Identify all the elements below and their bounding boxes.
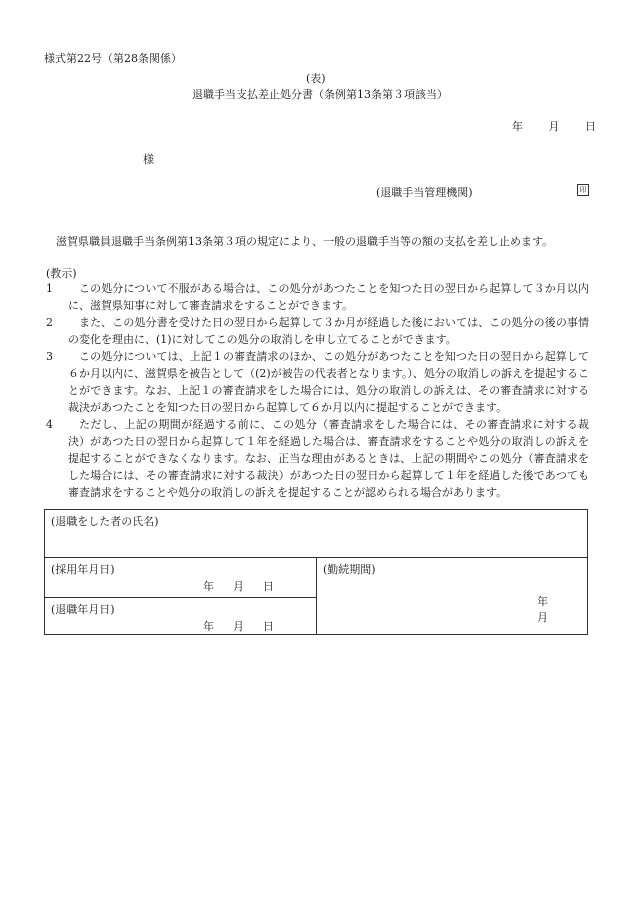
service-years: 年 (537, 595, 548, 608)
note-text: また、この処分書を受けた日の翌日から起算して３か月が経過した後においては、この処分の後の事情の変化を理由に、(1)に対してこの処分の取消しを申し立てることができます。 (68, 316, 589, 346)
form-number: 様式第22号（第28条関係） (44, 52, 182, 65)
issue-date (512, 118, 596, 134)
instruction-notes (44, 280, 589, 501)
note-item (44, 348, 589, 416)
note-text: この処分については、上記１の審査請求のほか、この処分があつたことを知つた日の翌日から起算して６か月以内に、滋賀県を被告として（(2)が被告の代表者となります。）、処分の取消しの訴えを提起することができます。なお、上記１の審査請求をした場合には、処分の取消しの訴えは、その審査請求に対する裁決があつたことを知つた日の翌日から起算して６か月以内に提起することができます。 (68, 350, 589, 414)
document-title: 退職手当支払差止処分書（条例第13条第３項該当） (192, 88, 448, 101)
service-period-cell[interactable] (317, 558, 587, 634)
note-item (44, 280, 589, 314)
retiree-name-cell[interactable] (45, 510, 587, 558)
hire-date-label: (採用年月日) (51, 563, 115, 576)
instruction-heading: (教示) (46, 267, 77, 280)
note-item (44, 314, 589, 348)
service-months: 月 (537, 611, 548, 624)
retire-date-fields (203, 618, 293, 634)
employee-info-table (44, 509, 588, 635)
note-number: 3 (46, 350, 53, 363)
retiree-name-label: (退職をした者の氏名) (51, 515, 159, 528)
hire-date-fields (203, 578, 293, 594)
side-label: (表) (306, 72, 326, 85)
service-period-fields (537, 593, 587, 625)
note-text: この処分について不服がある場合は、この処分があつたことを知つた日の翌日から起算して３か月以内に、滋賀県知事に対して審査請求をすることができます。 (68, 282, 589, 312)
note-number: 1 (46, 282, 53, 295)
service-period-label: (勤続期間) (323, 563, 376, 576)
hire-date-cell[interactable] (45, 558, 317, 598)
note-text: ただし、上記の期間が経過する前に、この処分（審査請求をした場合には、その審査請求に対する裁決）があつた日の翌日から起算して１年を経過した場合は、審査請求をすることや処分の取消しの訴えを提起することができなくなります。なお、正当な理由があるときは、上記の期間やこの処分（審査請求をした場合には、その審査請求に対する裁決）があつた日の翌日から起算して１年を経過した後であつても審査請求をすることや処分の取消しの訴えを提起することが認められる場合があります。 (68, 418, 589, 499)
retire-date-label: (退職年月日) (51, 603, 115, 616)
retire-day: 日 (263, 620, 274, 633)
note-item (44, 416, 589, 501)
hire-month: 月 (233, 580, 244, 593)
hire-year: 年 (203, 580, 214, 593)
addressee-suffix: 様 (143, 153, 154, 166)
agency-label: (退職手当管理機関) (376, 186, 473, 199)
date-month: 月 (548, 120, 560, 133)
retire-year: 年 (203, 620, 214, 633)
date-day: 日 (585, 120, 596, 133)
retire-date-cell[interactable] (45, 598, 317, 634)
date-year: 年 (512, 120, 523, 133)
body-text: 滋賀県職員退職手当条例第13条第３項の規定により、一般の退職手当等の額の支払を差し止めます。 (56, 235, 554, 248)
note-number: 4 (46, 418, 53, 431)
seal-mark: 印 (577, 184, 589, 196)
note-number: 2 (46, 316, 53, 329)
retire-month: 月 (233, 620, 244, 633)
hire-day: 日 (263, 580, 274, 593)
